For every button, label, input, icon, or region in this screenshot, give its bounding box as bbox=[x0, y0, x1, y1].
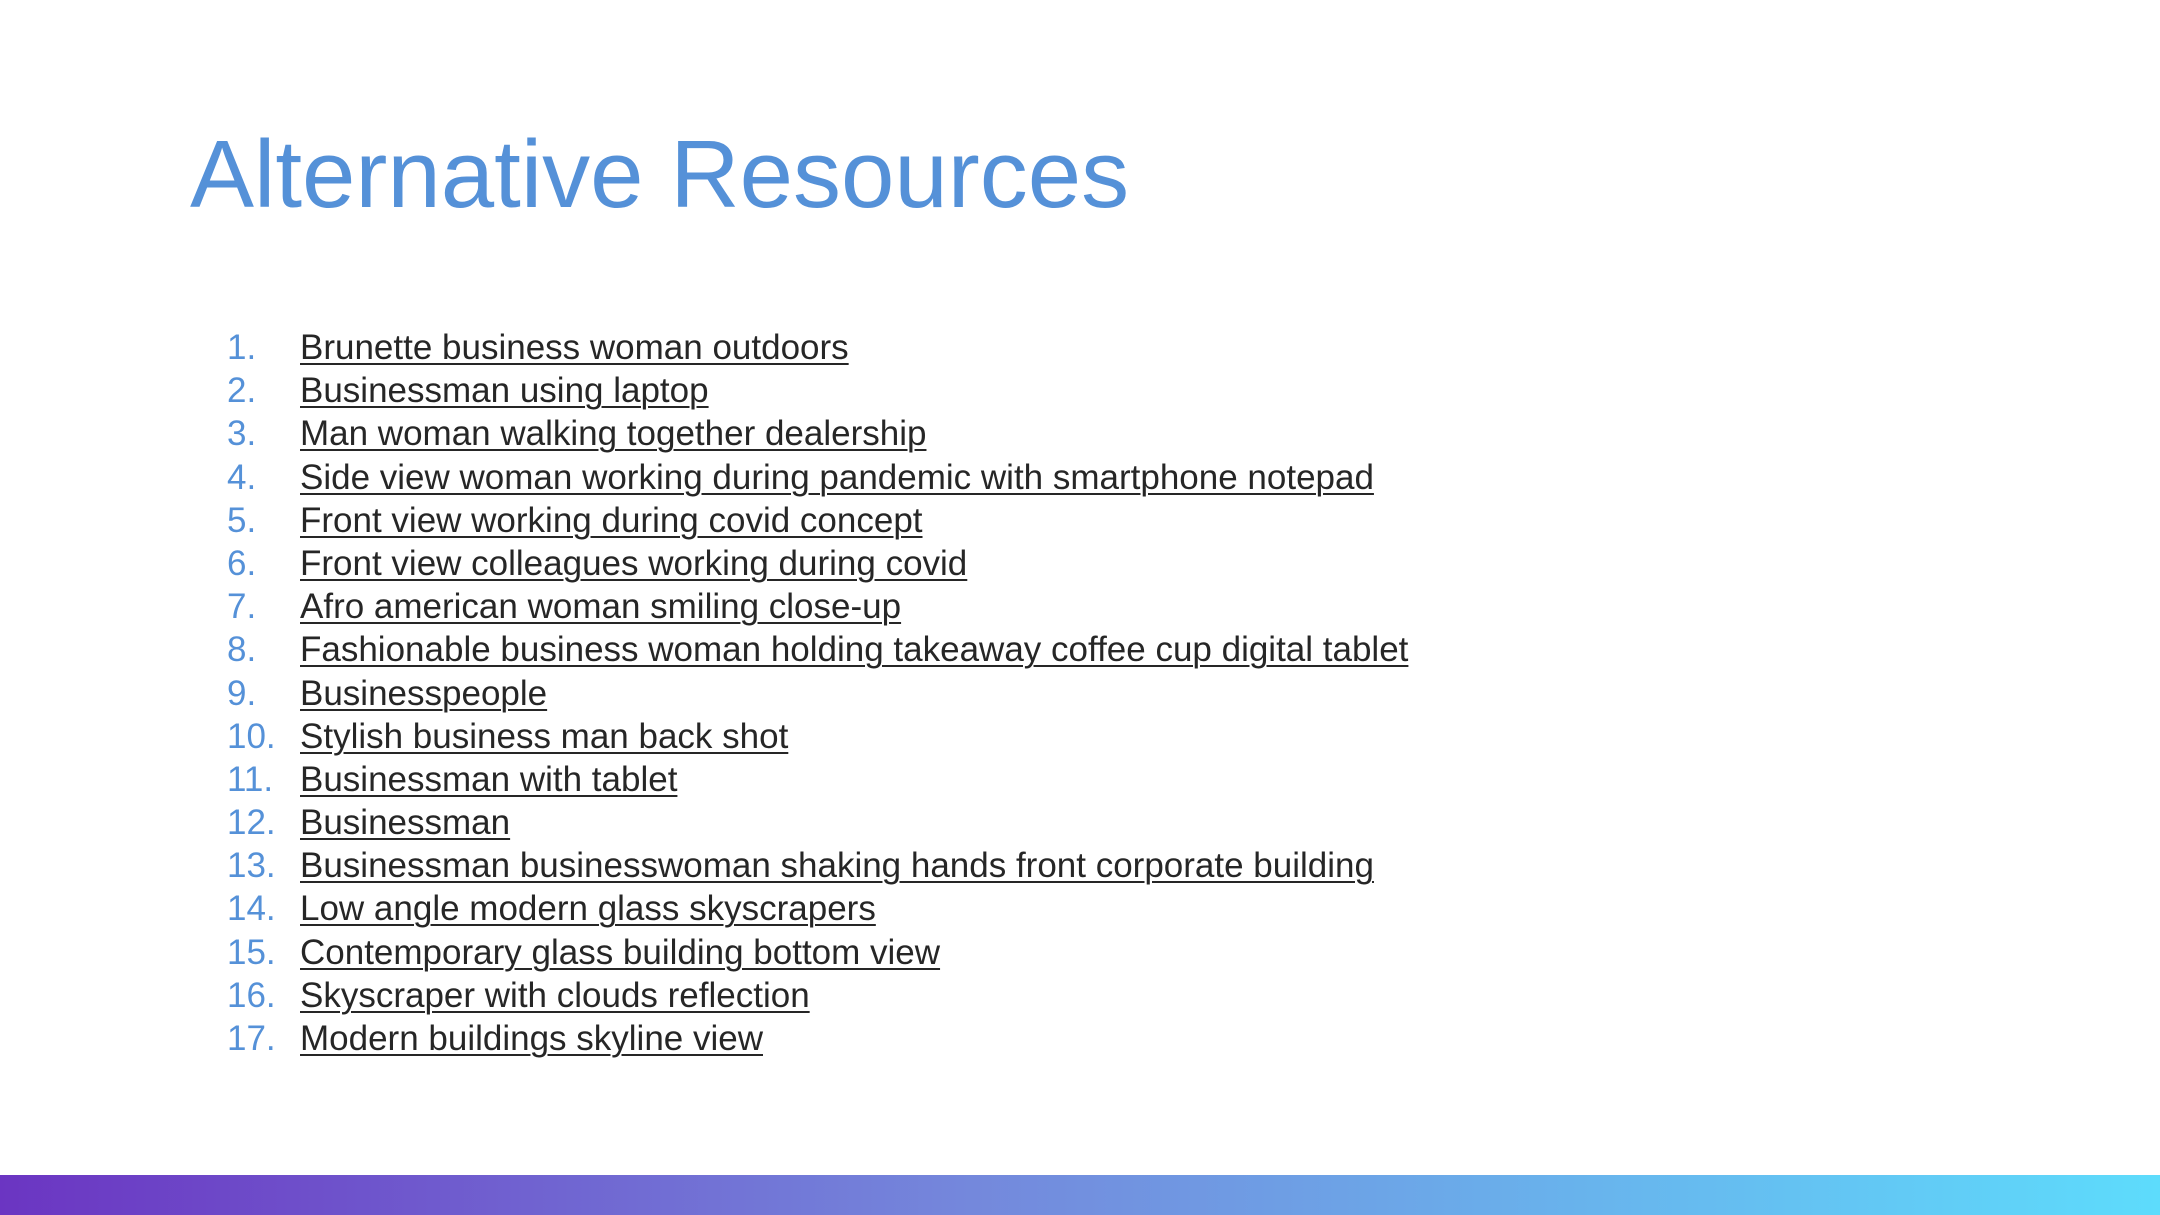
list-item bbox=[200, 672, 1408, 715]
list-item-number: 12. bbox=[227, 803, 276, 843]
list-item bbox=[200, 542, 1408, 585]
gradient-footer-bar bbox=[0, 1175, 2160, 1215]
resource-link[interactable]: Front view colleagues working during covid bbox=[300, 543, 968, 583]
list-item-number: 17. bbox=[227, 1019, 276, 1058]
resource-link[interactable]: Modern buildings skyline view bbox=[300, 1019, 763, 1058]
list-item bbox=[200, 369, 1408, 412]
list-item-number: 6. bbox=[227, 543, 257, 583]
list-item-number: 2. bbox=[227, 371, 257, 411]
resource-link[interactable]: Skyscraper with clouds reflection bbox=[300, 975, 810, 1015]
resource-link[interactable]: Low angle modern glass skyscrapers bbox=[300, 889, 876, 929]
resource-link[interactable]: Stylish business man back shot bbox=[300, 716, 789, 756]
resource-link[interactable]: Brunette business woman outdoors bbox=[300, 328, 849, 367]
list-item-number: 5. bbox=[227, 500, 257, 540]
resource-link[interactable]: Businessman using laptop bbox=[300, 371, 709, 411]
list-item bbox=[200, 585, 1408, 628]
resource-link[interactable]: Businessman businesswoman shaking hands front corporate building bbox=[300, 846, 1374, 886]
list-item bbox=[200, 887, 1408, 930]
resource-link[interactable]: Man woman walking together dealership bbox=[300, 414, 927, 454]
list-item-number: 10. bbox=[227, 716, 276, 756]
resource-link[interactable]: Fashionable business woman holding takeaway coffee cup digital tablet bbox=[300, 630, 1409, 670]
list-item bbox=[200, 628, 1408, 671]
list-item-number: 15. bbox=[227, 932, 276, 972]
list-item bbox=[200, 974, 1408, 1017]
resource-link[interactable]: Businesspeople bbox=[300, 673, 548, 713]
resource-link[interactable]: Afro american woman smiling close-up bbox=[300, 587, 902, 627]
list-item bbox=[200, 844, 1408, 887]
list-item-number: 3. bbox=[227, 414, 257, 454]
list-item bbox=[200, 456, 1408, 499]
list-item bbox=[200, 412, 1408, 455]
list-item-number: 11. bbox=[227, 759, 274, 799]
list-item-number: 8. bbox=[227, 630, 257, 670]
resource-link[interactable]: Front view working during covid concept bbox=[300, 500, 923, 540]
list-item-number: 14. bbox=[227, 889, 276, 929]
list-item bbox=[200, 715, 1408, 758]
slide-title: Alternative Resources bbox=[190, 121, 1130, 228]
list-item-number: 4. bbox=[227, 457, 257, 497]
list-item-number: 1. bbox=[227, 328, 257, 367]
list-item bbox=[200, 931, 1408, 974]
list-item bbox=[200, 499, 1408, 542]
list-item-number: 9. bbox=[227, 673, 257, 713]
list-item bbox=[200, 758, 1408, 801]
resource-link[interactable]: Businessman with tablet bbox=[300, 759, 678, 799]
resource-link[interactable]: Businessman bbox=[300, 803, 511, 843]
list-item-number: 7. bbox=[227, 587, 257, 627]
resource-link[interactable]: Contemporary glass building bottom view bbox=[300, 932, 941, 972]
list-item bbox=[200, 326, 1408, 369]
list-item-number: 16. bbox=[227, 975, 276, 1015]
list-item bbox=[200, 801, 1408, 844]
list-item-number: 13. bbox=[227, 846, 276, 886]
resource-list bbox=[200, 326, 1408, 1060]
resource-link[interactable]: Side view woman working during pandemic with smartphone notepad bbox=[300, 457, 1374, 497]
list-item bbox=[200, 1017, 1408, 1060]
